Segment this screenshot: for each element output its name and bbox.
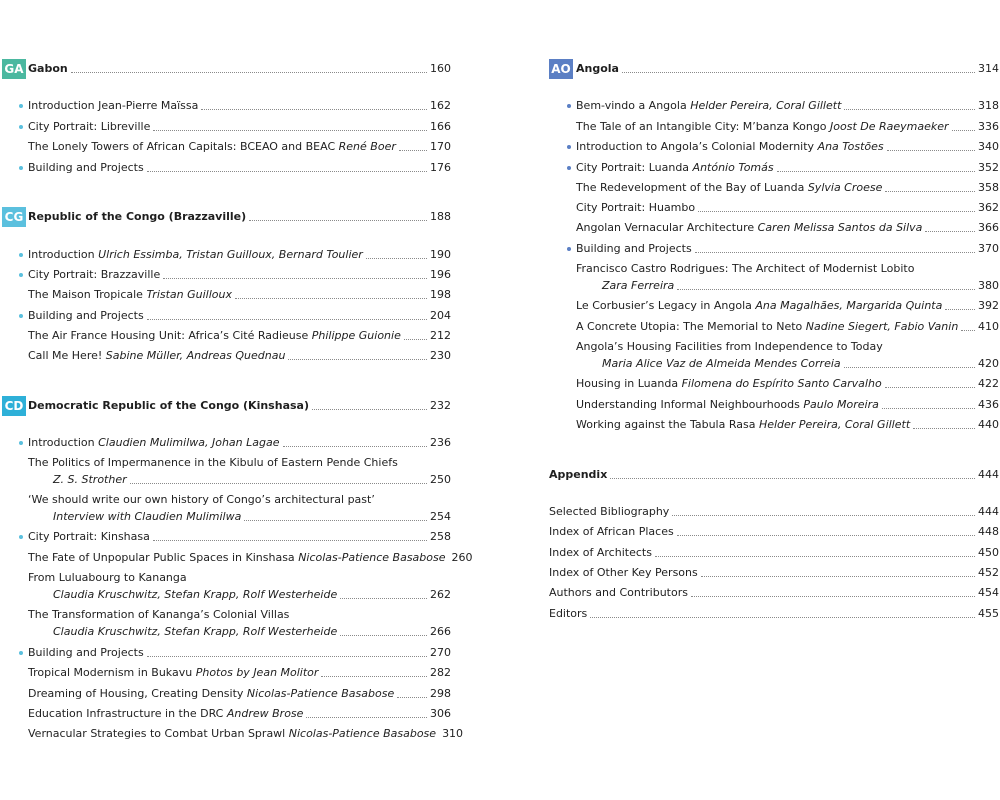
bullet-icon [567,247,571,251]
chapter-title: Republic of the Congo (Brazzaville) [28,210,247,223]
entry-title-line1: The Politics of Impermanence in the Kibulu of Eastern Pende Chiefs [28,456,398,469]
toc-chapter-angola[interactable] [576,62,999,76]
entry-title: Building and Projects [28,161,144,174]
page-number: 448 [978,525,999,538]
page-number: 250 [430,473,451,486]
entry-author: Nicolas-Patience Basabose [288,727,437,740]
toc-entry[interactable] [28,140,451,154]
dot-leader [340,635,427,636]
entry-author: Nadine Siegert, Fabio Vanin [805,320,959,333]
page-number: 392 [978,299,999,312]
toc-entry[interactable] [28,436,451,450]
entry-title: A Concrete Utopia: The Memorial to Neto [576,320,803,333]
toc-chapter-appendix[interactable] [549,468,999,482]
toc-entry[interactable] [602,279,999,293]
toc-entry[interactable] [53,625,451,639]
entry-author: René Boer [338,140,396,153]
toc-chapter-gabon[interactable] [28,62,451,76]
dot-leader [71,72,427,73]
dot-leader [404,339,427,340]
dot-leader [130,483,427,484]
entry-title: City Portrait: Kinshasa [28,530,150,543]
entry-author: Interview with Claudien Mulimilwa [53,510,242,523]
page-number: 336 [978,120,999,133]
dot-leader [885,191,975,192]
toc-entry[interactable] [28,687,451,701]
entry-author: Nicolas-Patience Basabose [298,551,446,564]
entry-title: The Air France Housing Unit: Africa’s Cité Radieuse [28,329,309,342]
page-number: 262 [430,588,451,601]
page-number: 318 [978,99,999,112]
toc-entry[interactable] [549,566,999,580]
bullet-icon [19,314,23,318]
page-number: 190 [430,248,451,261]
toc-entry[interactable] [576,377,999,391]
page-number: 444 [978,505,999,518]
entry-author: Ana Tostões [817,140,884,153]
toc-entry[interactable] [549,505,999,519]
entry-title: The Tale of an Intangible City: M’banza Kongo [576,120,827,133]
page-number: 166 [430,120,451,133]
toc-entry[interactable] [28,551,473,565]
entry-author: Maria Alice Vaz de Almeida Mendes Correia [602,357,841,370]
entry-title: City Portrait: Libreville [28,120,151,133]
bullet-icon [567,145,571,149]
toc-entry[interactable] [28,530,451,544]
dot-leader [283,446,428,447]
entry-title: Understanding Informal Neighbourhoods [576,398,800,411]
dot-leader [844,367,975,368]
entry-title: Index of Architects [549,546,652,559]
toc-entry[interactable] [576,99,999,113]
entry-title: Building and Projects [576,242,692,255]
dot-leader [321,676,427,677]
bullet-icon [19,253,23,257]
page-number: 310 [442,727,464,740]
page-number: 436 [978,398,999,411]
entry-title: Le Corbusier’s Legacy in Angola [576,299,752,312]
bullet-icon [567,104,571,108]
entry-author: Claudien Mulimilwa, Johan Lagae [98,436,280,449]
toc-entry[interactable] [549,546,999,560]
page-number: 380 [978,279,999,292]
dot-leader [153,540,427,541]
page-number: 420 [978,357,999,370]
page-number: 282 [430,666,451,679]
dot-leader [249,220,427,221]
entry-title: City Portrait: Huambo [576,201,696,214]
entry-title: Index of African Places [549,525,674,538]
toc-entry[interactable] [28,120,451,134]
toc-chapter-congo[interactable] [28,210,451,224]
entry-author: Helder Pereira, Coral Gillett [690,99,842,112]
entry-title: Angolan Vernacular Architecture [576,221,755,234]
entry-title-line1: Francisco Castro Rodrigues: The Architect of Modernist Lobito [576,262,915,275]
toc-entry[interactable] [602,357,999,371]
entry-title: Editors [549,607,588,620]
toc-chapter-drc[interactable] [28,399,451,413]
toc-entry[interactable] [576,120,999,134]
page-number: 212 [430,329,451,342]
entry-title: Building and Projects [28,646,144,659]
entry-author: António Tomás [692,161,774,174]
chapter-title: Appendix [549,468,608,481]
entry-title: Building and Projects [28,309,144,322]
dot-leader [961,330,975,331]
dot-leader [885,387,975,388]
page-number: 298 [430,687,451,700]
dot-leader [677,535,975,536]
dot-leader [672,515,975,516]
toc-entry[interactable] [28,248,451,262]
page-number: 422 [978,377,999,390]
page-number: 198 [430,288,451,301]
page-number: 232 [430,399,451,412]
dot-leader [306,717,427,718]
dot-leader [925,231,975,232]
entry-author: Z. S. Strother [53,473,127,486]
page-number: 306 [430,707,451,720]
toc-entry[interactable] [28,161,451,175]
bullet-icon [19,273,23,277]
entry-title: The Maison Tropicale [28,288,143,301]
dot-leader [147,319,427,320]
dot-leader [312,409,427,410]
entry-author: Paulo Moreira [803,398,879,411]
page-number: 266 [430,625,451,638]
toc-entry[interactable] [28,268,451,282]
dot-leader [366,258,427,259]
entry-author: Claudia Kruschwitz, Stefan Krapp, Rolf Westerheide [53,625,338,638]
dot-leader [887,150,975,151]
toc-entry[interactable] [28,309,451,323]
dot-leader [677,289,975,290]
dot-leader [622,72,975,73]
entry-title-line1: From Luluabourg to Kananga [28,571,187,584]
entry-author: Photos by Jean Molitor [195,666,319,679]
entry-author: Sylvia Croese [807,181,883,194]
toc-entry[interactable] [53,588,451,602]
dot-leader [147,656,427,657]
dot-leader [163,278,427,279]
toc-entry[interactable] [576,242,999,256]
toc-entry[interactable] [576,181,999,195]
toc-entry[interactable] [576,221,999,235]
toc-entry[interactable] [549,586,999,600]
entry-author: Joost De Raeymaeker [830,120,949,133]
toc-entry[interactable] [28,727,464,741]
dot-leader [590,617,975,618]
dot-leader [882,408,975,409]
page-number: 204 [430,309,451,322]
entry-title: The Redevelopment of the Bay of Luanda [576,181,805,194]
entry-title: Introduction Jean-Pierre Maïssa [28,99,199,112]
page-number: 452 [978,566,999,579]
badge-gabon: GA [2,59,26,79]
page-number: 440 [978,418,999,431]
toc-entry[interactable] [549,607,999,621]
entry-title: Index of Other Key Persons [549,566,698,579]
entry-author: Helder Pereira, Coral Gillett [758,418,911,431]
entry-title: Education Infrastructure in the DRC [28,707,224,720]
toc-entry[interactable] [576,299,999,313]
dot-leader [397,697,427,698]
dot-leader [777,171,975,172]
entry-author: Ulrich Essimba, Tristan Guilloux, Bernard Toulier [98,248,363,261]
toc-entry[interactable] [549,525,999,539]
page-number: 358 [978,181,999,194]
badge-angola: AO [549,59,573,79]
page-number: 188 [430,210,451,223]
dot-leader [691,596,975,597]
entry-author: Tristan Guilloux [146,288,233,301]
badge-drc: CD [2,396,26,416]
toc-entry[interactable] [28,646,451,660]
entry-author: Nicolas-Patience Basabose [246,687,395,700]
page-number: 258 [430,530,451,543]
toc-entry[interactable] [28,707,451,721]
toc-entry[interactable] [576,398,999,412]
badge-congo: CG [2,207,26,227]
entry-title: The Fate of Unpopular Public Spaces in Kinshasa [28,551,295,564]
dot-leader [913,428,975,429]
entry-title: Working against the Tabula Rasa [576,418,756,431]
toc-entry[interactable] [28,349,451,363]
chapter-title: Gabon [28,62,68,75]
bullet-icon [19,441,23,445]
page-number: 455 [978,607,999,620]
dot-leader [235,298,427,299]
entry-title: Introduction to Angola’s Colonial Modernity [576,140,815,153]
dot-leader [844,109,975,110]
page-number: 230 [430,349,451,362]
toc-entry[interactable] [28,288,451,302]
dot-leader [340,598,427,599]
page-number: 370 [978,242,999,255]
dot-leader [288,359,427,360]
entry-author: Zara Ferreira [602,279,675,292]
entry-author: Philippe Guionie [311,329,401,342]
entry-author: Sabine Müller, Andreas Quednau [105,349,286,362]
page-number: 254 [430,510,451,523]
page-number: 352 [978,161,999,174]
page-number: 162 [430,99,451,112]
chapter-title: Democratic Republic of the Congo (Kinshasa) [28,399,309,412]
bullet-icon [19,125,23,129]
toc-entry[interactable] [28,329,451,343]
page-number: 270 [430,646,451,659]
bullet-icon [19,166,23,170]
entry-title: Introduction [28,248,95,261]
toc-entry[interactable] [576,418,999,432]
dot-leader [153,130,427,131]
entry-author: Ana Magalhães, Margarida Quinta [755,299,943,312]
page-number: 160 [430,62,451,75]
page-number: 176 [430,161,451,174]
entry-author: Caren Melissa Santos da Silva [757,221,923,234]
toc-entry[interactable] [53,510,451,524]
entry-title-line1: The Transformation of Kananga’s Colonial Villas [28,608,290,621]
page-number: 170 [430,140,451,153]
entry-title: City Portrait: Luanda [576,161,690,174]
entry-title: Selected Bibliography [549,505,670,518]
page-number: 450 [978,546,999,559]
dot-leader [695,252,975,253]
dot-leader [698,211,975,212]
dot-leader [147,171,427,172]
entry-title: Authors and Contributors [549,586,688,599]
toc-entry[interactable] [28,99,451,113]
bullet-icon [19,651,23,655]
dot-leader [610,478,975,479]
entry-title: City Portrait: Brazzaville [28,268,161,281]
page-number: 314 [978,62,999,75]
page-number: 444 [978,468,999,481]
toc-entry[interactable] [576,201,999,215]
entry-title-line1: Angola’s Housing Facilities from Independence to Today [576,340,883,353]
bullet-icon [19,535,23,539]
toc-entry[interactable] [28,666,451,680]
toc-entry[interactable] [576,140,999,154]
entry-title: Bem-vindo a Angola [576,99,687,112]
entry-author: Claudia Kruschwitz, Stefan Krapp, Rolf Westerheide [53,588,338,601]
chapter-title: Angola [576,62,619,75]
dot-leader [952,130,975,131]
dot-leader [945,309,975,310]
page-number: 196 [430,268,451,281]
page-number: 410 [978,320,999,333]
toc-entry[interactable] [53,473,451,487]
entry-title: The Lonely Towers of African Capitals: BCEAO and BEAC [28,140,336,153]
toc-entry[interactable] [576,161,999,175]
dot-leader [244,520,427,521]
entry-title: Vernacular Strategies to Combat Urban Sprawl [28,727,286,740]
page-number: 366 [978,221,999,234]
entry-title: Introduction [28,436,95,449]
dot-leader [701,576,975,577]
entry-author: Andrew Brose [226,707,304,720]
bullet-icon [19,104,23,108]
entry-title: Dreaming of Housing, Creating Density [28,687,244,700]
page-number: 454 [978,586,999,599]
entry-title: Tropical Modernism in Bukavu [28,666,193,679]
entry-title-line1: ‘We should write our own history of Congo’s architectural past’ [28,493,375,506]
dot-leader [655,556,975,557]
dot-leader [201,109,427,110]
page-number: 260 [451,551,473,564]
page-number: 236 [430,436,451,449]
entry-title: Housing in Luanda [576,377,679,390]
bullet-icon [567,166,571,170]
page-number: 362 [978,201,999,214]
dot-leader [399,150,427,151]
toc-entry[interactable] [576,320,999,334]
entry-author: Filomena do Espírito Santo Carvalho [681,377,882,390]
entry-title: Call Me Here! [28,349,103,362]
page-number: 340 [978,140,999,153]
